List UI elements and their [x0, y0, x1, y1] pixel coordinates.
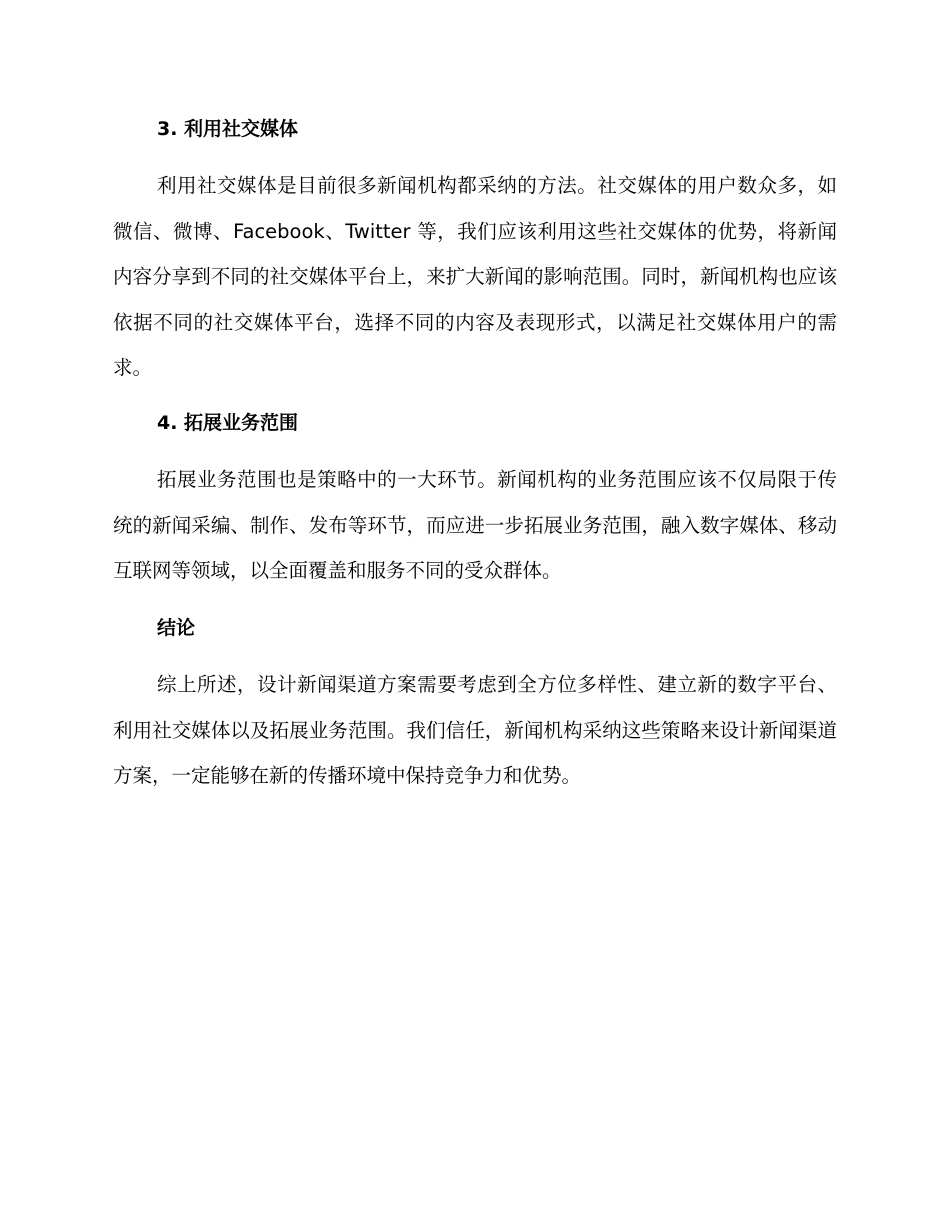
section-heading-social-media: 3. 利用社交媒体 — [157, 118, 299, 140]
section-heading-conclusion: 结论 — [157, 617, 196, 639]
section-heading-expand-business: 4. 拓展业务范围 — [157, 412, 299, 434]
section-paragraph-social-media: 利用社交媒体是目前很多新闻机构都采纳的方法。社交媒体的用户数众多，如微信、微博、Facebook、Twitter 等，我们应该利用这些社交媒体的优势，将新闻内容分享到不同的社交媒体平台上，来扩大新闻的影响范围。同时，新闻机构也应该依据不同的社交媒体平台，选择不同的内容及表现形式，以满足社交媒体用户的需求。 — [113, 174, 837, 379]
section-paragraph-expand-business: 拓展业务范围也是策略中的一大环节。新闻机构的业务范围应该不仅局限于传统的新闻采编、制作、发布等环节，而应进一步拓展业务范围，融入数字媒体、移动互联网等领域，以全面覆盖和服务不同的受众群体。 — [113, 468, 837, 582]
section-paragraph-conclusion: 综上所述，设计新闻渠道方案需要考虑到全方位多样性、建立新的数字平台、利用社交媒体以及拓展业务范围。我们信任，新闻机构采纳这些策略来设计新闻渠道方案，一定能够在新的传播环境中保持竞争力和优势。 — [113, 673, 837, 787]
